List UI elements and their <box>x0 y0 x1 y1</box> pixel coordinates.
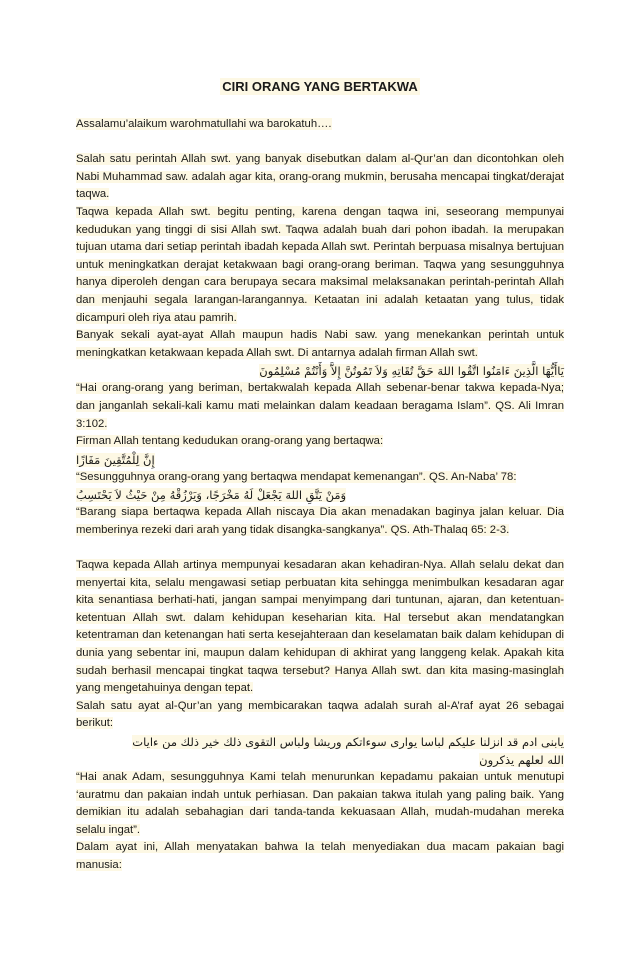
arabic-verse-1: يَاأَيُّهَا الَّذِينَ ءَامَنُوا اتَّقُوا اللهَ حَقَّ تُقَاتِهِ وَلاَ تَمُوتُنَّ إِلاَّ وَأَنْتُمْ مُسْلِمُونَ <box>259 364 564 379</box>
arabic-verse-3: وَمَنْ يَتَّقِ اللهَ يَجْعَلْ لَهُ مَخْرَجًا، وَيَرْزُقْهُ مِنْ حَيْثُ لاَ يَحْتَسِبُ <box>76 488 347 503</box>
translation-4: “Hai anak Adam, sesungguhnya Kami telah menurunkan kepadamu pakaian untuk menutupi ‘auratmu dan pakaian indah untuk perhiasan. Dan pakaian takwa itulah yang paling baik. Yang demikian itu adalah sebahagian dari tanda-tanda kekuasaan Allah, mudah-mudahan mereka selalu ingat”. <box>76 771 564 836</box>
paragraph-2: Taqwa kepada Allah swt. begitu penting, karena dengan taqwa ini, seseorang mempunyai kedudukan yang tinggi di sisi Allah swt. Taqwa adalah buah dari pohon ibadah. Ia merupakan tujuan utama dari setiap perintah ibadah kepada Allah swt. Perintah berpuasa misalnya bertujuan untuk meningkatkan derajat ketakwaan bagi orang-orang beriman. Taqwa yang sesungguhnya hanya diperoleh dengan cara berupaya secara maksimal melaksanakan perintah-perintah Allah dan menjauhi segala larangan-larangannya. Ketaatan ini adalah ketaatan yang tulus, tidak dicampuri oleh riya atau pamrih. <box>76 205 564 324</box>
arabic-verse-4-cont: الله لعلهم يذكرون <box>479 753 564 767</box>
spacer <box>76 539 564 557</box>
paragraph-1: Salah satu perintah Allah swt. yang banyak disebutkan dalam al-Qur’an dan dicontohkan oleh Nabi Muhammad saw. adalah agar kita, orang-orang mukmin, berusaha mencapai tingkat/derajat taqwa. <box>76 153 564 201</box>
arabic-verse-4: يابنى ادم قد انزلنا عليكم لباسا يوارى سوءاتكم وريشا ولباس التقوى ذلك خير ذلك من ءايات <box>132 735 564 749</box>
paragraph-3: Banyak sekali ayat-ayat Allah maupun hadis Nabi saw. yang menekankan perintah untuk meningkatkan ketakwaan kepada Allah swt. Di antarnya adalah firman Allah swt. <box>76 329 564 359</box>
firman-intro: Firman Allah tentang kedudukan orang-orang yang bertaqwa: <box>76 435 384 448</box>
document-page <box>76 78 564 875</box>
spacer <box>76 134 564 152</box>
translation-2: “Sesungguhnya orang-orang yang bertaqwa mendapat kemenangan”. QS. An-Naba’ 78: <box>76 470 517 483</box>
paragraph-5: Salah satu ayat al-Qur’an yang membicarakan taqwa adalah surah al-A’raf ayat 26 sebagai berikut: <box>76 699 564 730</box>
document-title: CIRI ORANG YANG BERTAKWA <box>222 79 418 94</box>
paragraph-4: Taqwa kepada Allah artinya mempunyai kesadaran akan kehadiran-Nya. Allah selalu dekat dan menyertai kita, selalu mengawasi setiap perbuatan kita sehingga menimbulkan kesadaran agar kita senantiasa berhati-hati, jangan sampai menyimpang dari tuntunan, ajaran, dan ketentuan-ketentuan Allah swt. dalam kehidupan keseharian kita. Hal tersebut akan mendatangkan ketentraman dan ketenangan hati serta kesejahteraan dan keselamatan baik dalam kehidupan di dunia yang sebentar ini, maupun dalam kehidupan di akhirat yang langgeng kelak. Apakah kita sudah berhasil mencapai tingkat taqwa tersebut? Hanya Allah swt. dan kita masing-masinglah yang mengetahuinya dengan tepat. <box>76 559 564 695</box>
greeting: Assalamu’alaikum warohmatullahi wa barokatuh…. <box>76 118 332 130</box>
arabic-verse-2: إِنَّ لِلْمُتَّقِينَ مَفَازًا <box>76 452 155 467</box>
translation-1: “Hai orang-orang yang beriman, bertakwalah kepada Allah sebenar-benar takwa kepada-Nya; dan janganlah sekali-kali kamu mati melainkan dalam keadaan beragama Islam”. QS. Ali Imran 3:102. <box>76 382 564 430</box>
paragraph-6: Dalam ayat ini, Allah menyatakan bahwa Ia telah menyediakan dua macam pakaian bagi manusia: <box>76 841 564 871</box>
translation-3: “Barang siapa bertaqwa kepada Allah niscaya Dia akan menadakan baginya jalan keluar. Dia memberinya rezeki dari arah yang tidak disangka-sangkanya”. QS. Ath-Thalaq 65: 2-3. <box>76 506 564 536</box>
